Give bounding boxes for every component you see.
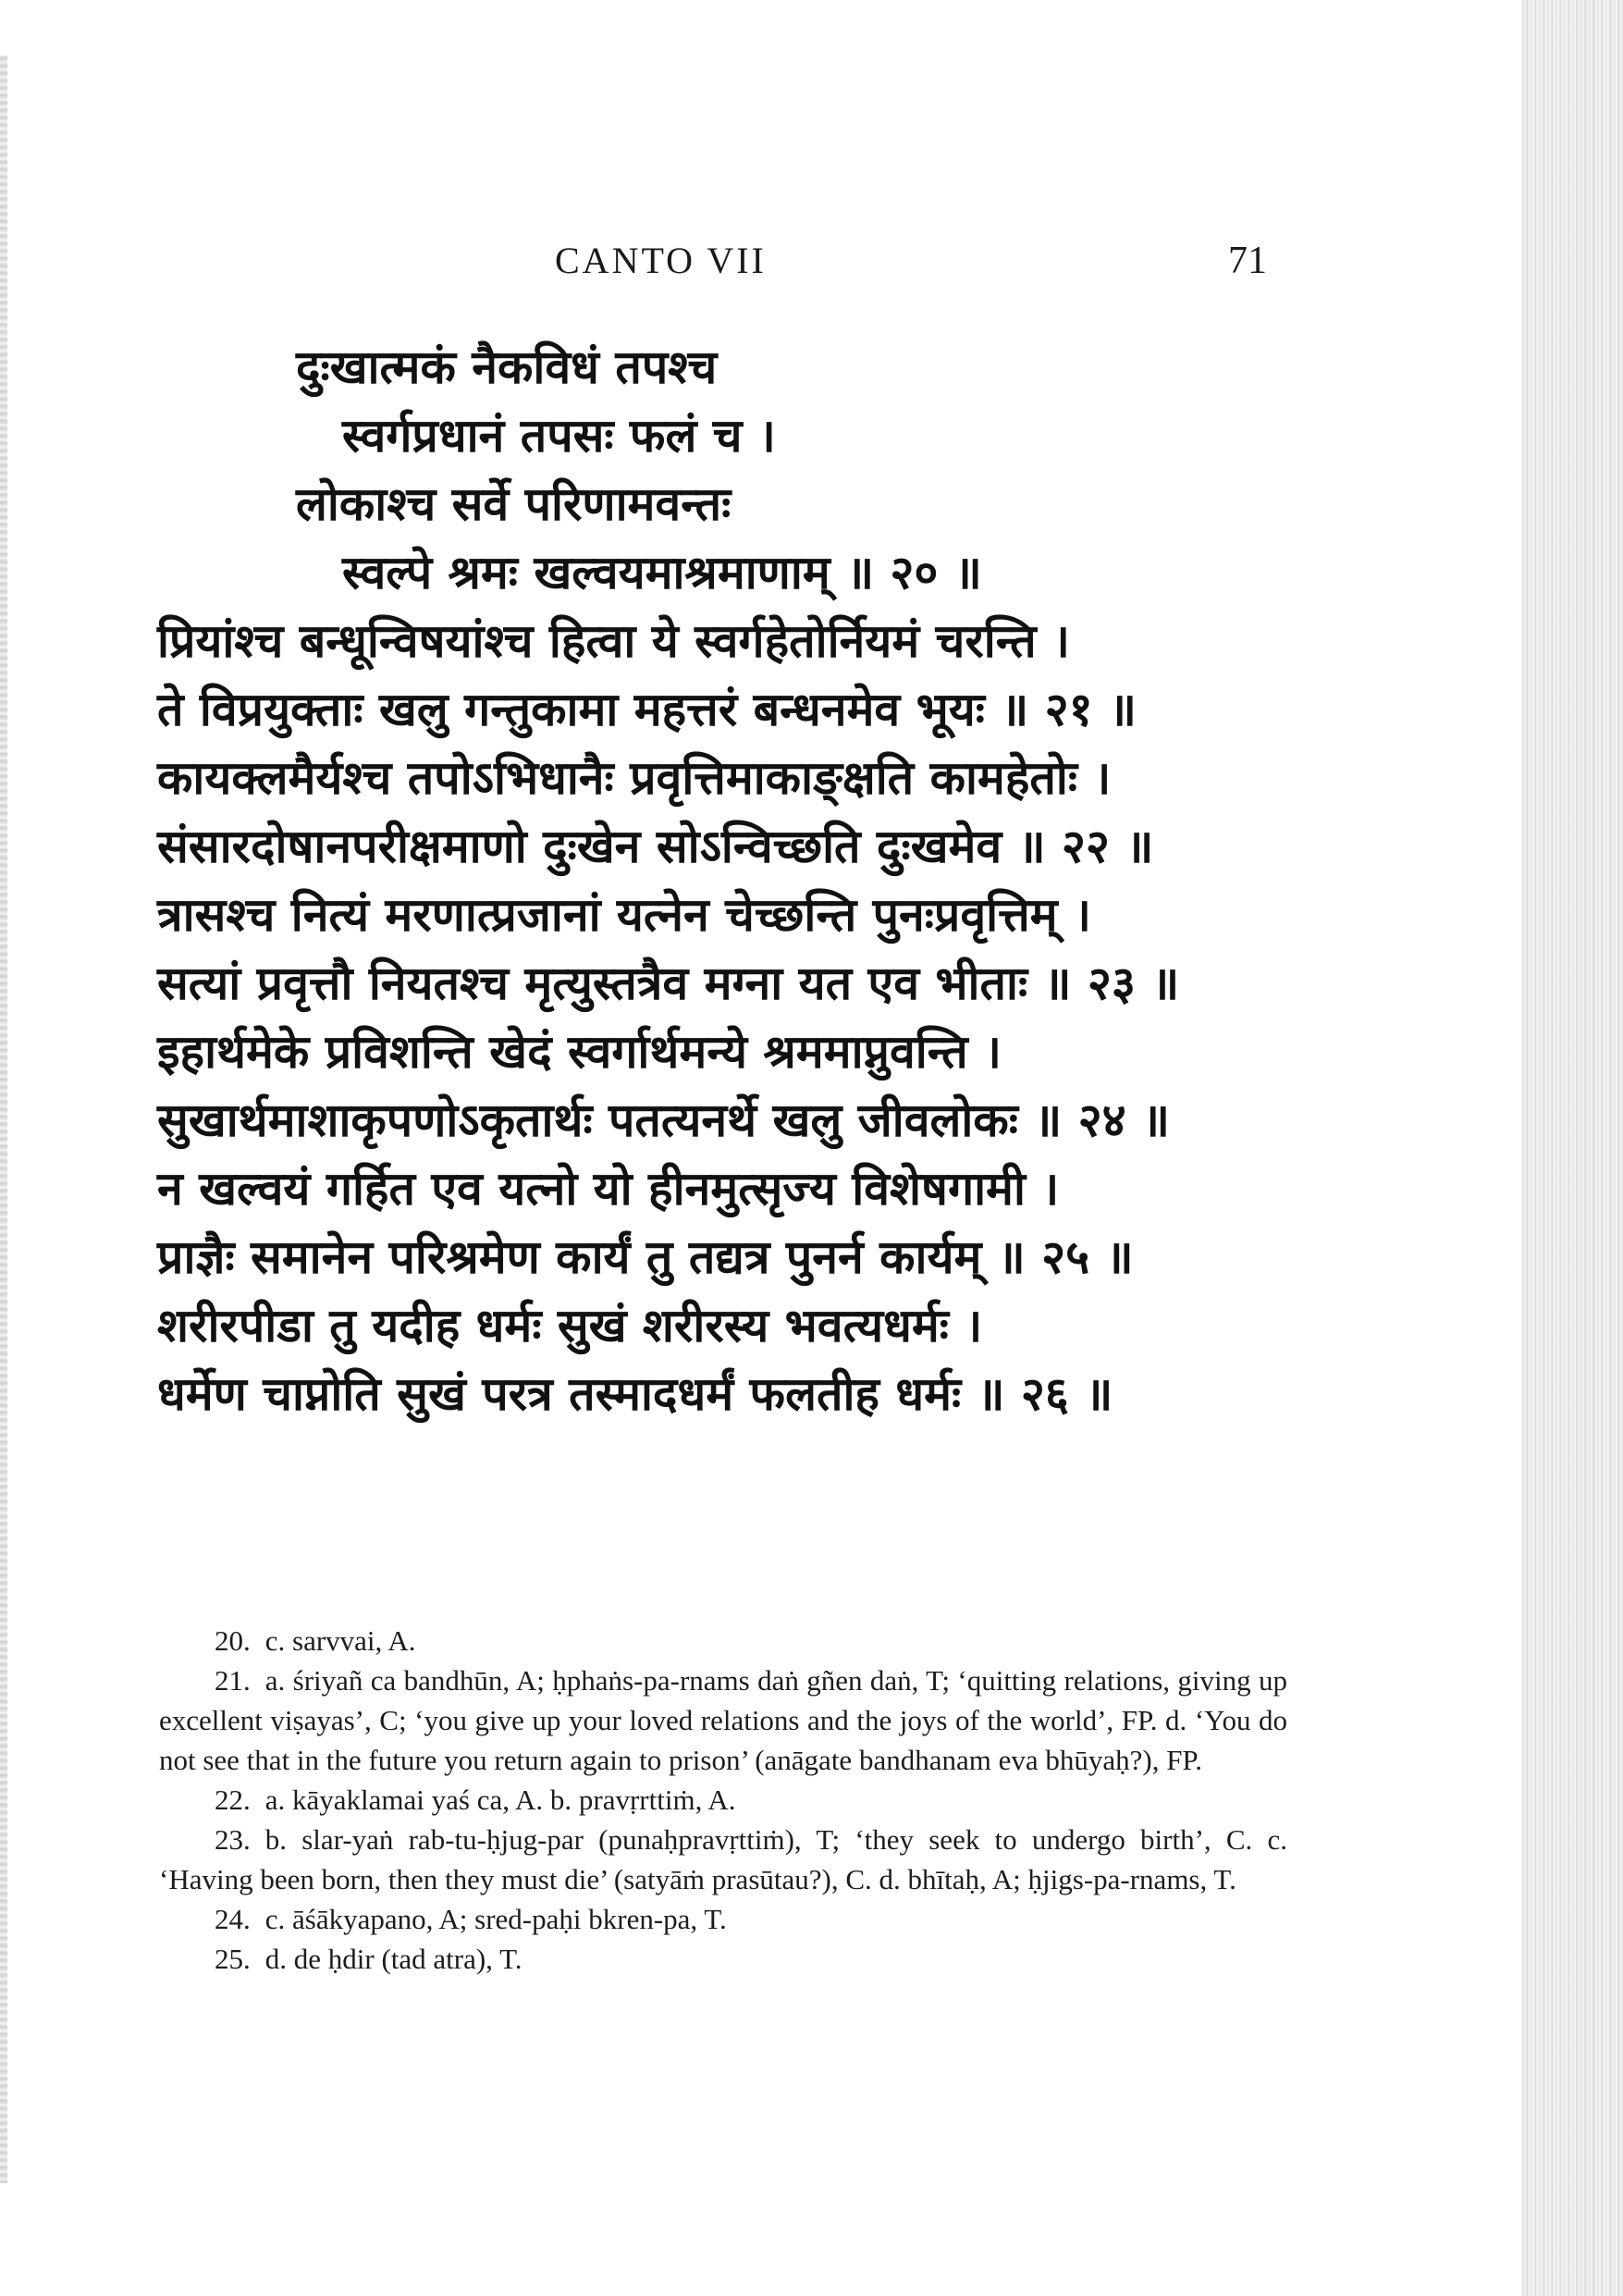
note-number: 23.: [215, 1823, 251, 1856]
verse-line: प्रियांश्च बन्धून्विषयांश्च हित्वा ये स्वर्गहेतोर्नियमं चरन्ति ।: [157, 614, 1070, 668]
note-number: 25.: [215, 1943, 251, 1975]
verse-line: लोकाश्च सर्वे परिणामवन्तः: [296, 477, 732, 531]
verse-line: इहार्थमेके प्रविशन्ति खेदं स्वर्गार्थमन्ये श्रममाप्नुवन्ति ।: [157, 1025, 1002, 1079]
verse-line: सत्यां प्रवृत्तौ नियतश्च मृत्युस्तत्रैव मग्ना यत एव भीताः ॥ २३ ॥: [157, 957, 1180, 1010]
verse-line: प्राज्ञैः समानेन परिश्रमेण कार्यं तु तद्यत्र पुनर्न कार्यम् ॥ २५ ॥: [157, 1230, 1134, 1284]
verse-line: न खल्वयं गर्हित एव यत्नो यो हीनमुत्सृज्य विशेषगामी ।: [157, 1162, 1060, 1216]
verse-block: [157, 333, 1295, 1428]
note-number: 20.: [215, 1624, 251, 1657]
verse-line: ते विप्रयुक्ताः खलु गन्तुकामा महत्तरं बन्धनमेव भूयः ॥ २१ ॥: [157, 683, 1137, 736]
note-24: [159, 1899, 1287, 1939]
page-edge-right: [1521, 0, 1623, 2296]
verse-line: संसारदोषानपरीक्षमाणो दुःखेन सोऽन्विच्छति दुःखमेव ॥ २२ ॥: [157, 820, 1154, 873]
note-text: b. slar-yaṅ rab-tu-ḥjug-par (punaḥpravṛttiṁ), T; ‘they seek to undergo birth’, C. c. ‘Having been born, then they must die’ (satyāṁ prasūtau?), C. d. bhītaḥ, A; ḥjigs-pa-rnams, T.: [159, 1823, 1287, 1895]
note-text: d. de ḥdir (tad atra), T.: [264, 1943, 523, 1975]
verse-line: दुःखात्मकं नैकविधं तपश्च: [296, 340, 718, 394]
note-21: [159, 1660, 1287, 1780]
verse-line: त्रासश्च नित्यं मरणात्प्रजानां यत्नेन चेच्छन्ति पुनःप्रवृत्तिम् ।: [157, 888, 1091, 942]
critical-notes: [159, 1621, 1287, 1979]
verse-line: सुखार्थमाशाकृपणोऽकृतार्थः पतत्यनर्थे खलु जीवलोकः ॥ २४ ॥: [157, 1093, 1170, 1147]
note-text: c. āśākyapano, A; sred-paḥi bkren-pa, T.: [264, 1903, 727, 1935]
verse-line: धर्मेण चाप्नोति सुखं परत्र तस्मादधर्मं फलतीह धर्मः ॥ २६ ॥: [157, 1367, 1113, 1421]
verse-line: शरीरपीडा तु यदीह धर्मः सुखं शरीरस्य भवत्यधर्मः ।: [157, 1299, 983, 1352]
running-head: [157, 239, 1267, 294]
verse-line: कायक्लमैर्यश्च तपोऽभिधानैः प्रवृत्तिमाकाङ्क्षति कामहेतोः ।: [157, 751, 1112, 805]
note-text: a. śriyañ ca bandhūn, A; ḥphaṅs-pa-rnams daṅ gñen daṅ, T; ‘quitting relations, giving up excellent viṣayas’, C; ‘you give up your loved relations and the joys of the world’, FP. d. ‘You do not see that in the future you return again to prison’ (anāgate bandhanam eva bhūyaḥ?), FP.: [159, 1664, 1287, 1776]
note-number: 24.: [215, 1903, 251, 1935]
running-title: CANTO VII: [555, 240, 767, 281]
note-text: c. sarvvai, A.: [264, 1624, 416, 1657]
verse-line: स्वर्गप्रधानं तपसः फलं च ।: [342, 409, 776, 463]
note-23: [159, 1820, 1287, 1899]
note-25: [159, 1939, 1287, 1979]
note-20: [159, 1621, 1287, 1660]
page-number: 71: [1228, 240, 1267, 282]
note-number: 21.: [215, 1664, 251, 1697]
note-number: 22.: [215, 1784, 251, 1816]
note-22: [159, 1780, 1287, 1820]
verse-line: स्वल्पे श्रमः खल्वयमाश्रमाणाम् ॥ २० ॥: [342, 546, 982, 599]
note-text: a. kāyaklamai yaś ca, A. b. pravṛrttiṁ, A.: [264, 1784, 736, 1816]
page-edge-left: [0, 56, 7, 2183]
